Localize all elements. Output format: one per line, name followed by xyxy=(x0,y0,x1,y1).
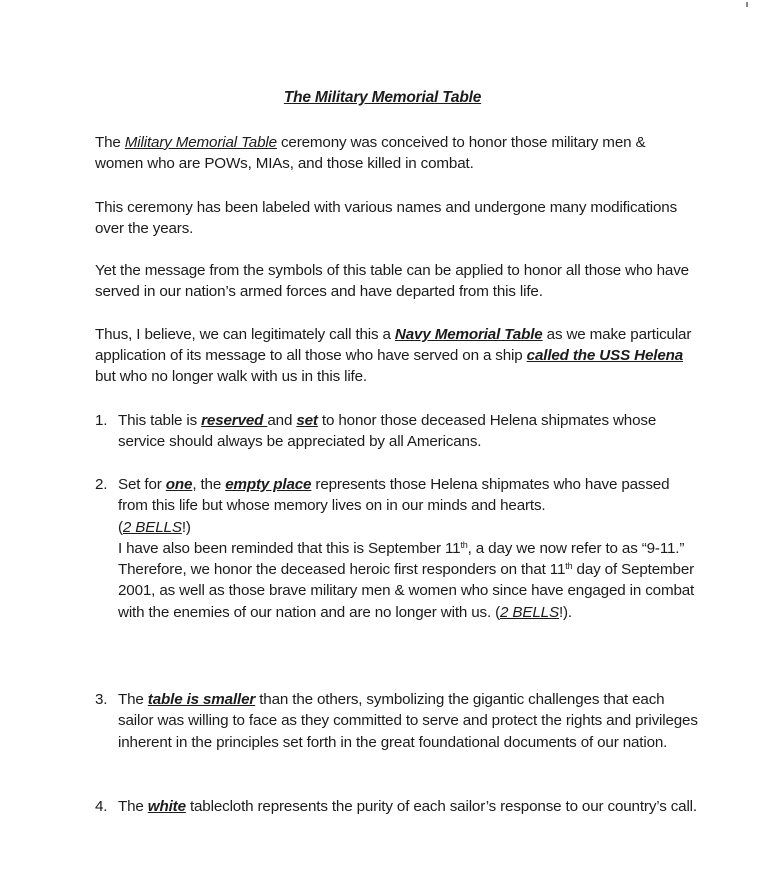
text-run: , a day we now refer to as “9-11.” xyxy=(467,539,685,557)
list-item-text xyxy=(118,689,698,753)
list-number: 3. xyxy=(95,691,108,708)
emphasized-text: called the USS Helena xyxy=(526,347,684,364)
emphasized-text: white xyxy=(147,798,186,815)
scan-speck xyxy=(746,2,748,7)
ordinal-suffix: th xyxy=(565,561,573,572)
text-run: Thus, I believe, we can legitimately call this a xyxy=(95,326,395,343)
list-number: 2. xyxy=(95,476,108,493)
text-run: Therefore, we honor the deceased heroic first responders on that 11 xyxy=(118,561,566,579)
text-run: The xyxy=(118,798,148,815)
text-run: ceremony was conceived to honor those military men & women who are POWs, MIAs, and those killed in combat. xyxy=(95,134,646,172)
text-run: !) xyxy=(181,518,191,536)
paragraph-navy xyxy=(95,324,695,387)
emphasized-text: Navy Memorial Table xyxy=(394,326,543,343)
text-run: ( xyxy=(118,518,123,536)
text-run: , the xyxy=(192,476,226,493)
text-run: This ceremony has been labeled with various names and undergone many modifications over the years. xyxy=(95,199,678,237)
text-run: than the others, symbolizing the gigantic challenges that each sailor was willing to face as they committed to serve and protect the rights and privileges inherent in the principles set forth in the great foundational documents of our nation. xyxy=(118,691,698,751)
document-title: The Military Memorial Table xyxy=(283,89,482,106)
emphasized-text: 2 BELLS xyxy=(500,603,559,621)
emphasized-text: one xyxy=(165,476,193,493)
emphasized-text: reserved xyxy=(201,412,268,429)
text-run: to honor those deceased Helena shipmates whose service should always be appreciated by all Americans. xyxy=(118,412,657,451)
text-run: represents those Helena shipmates who have passed from this life but whose memory lives on in our minds and hearts. xyxy=(118,476,670,515)
emphasized-text: empty place xyxy=(225,476,312,493)
text-run: Yet the message from the symbols of this table can be applied to honor all those who have served in our nation’s armed forces and have departed from this life. xyxy=(95,262,689,300)
emphasized-text: Military Memorial Table xyxy=(124,134,277,151)
text-run: day of September 2001, as well as those brave military men & women who since have engaged in combat with the enemies of our nation and are no longer with us. ( xyxy=(118,561,695,621)
text-run: This table is xyxy=(118,412,202,429)
text-run: The xyxy=(118,691,148,708)
text-run: and xyxy=(267,412,297,429)
text-run: The xyxy=(95,134,125,151)
list-number: 4. xyxy=(95,798,108,815)
text-run: Set for xyxy=(118,476,166,493)
text-run: as we make particular application of its message to all those who have served on a ship xyxy=(95,326,692,364)
text-run: I have also been reminded that this is September 11 xyxy=(118,539,461,557)
text-run: tablecloth represents the purity of each sailor’s response to our country’s call. xyxy=(185,798,697,815)
emphasized-text: 2 BELLS xyxy=(122,518,182,536)
list-item-text xyxy=(118,474,698,623)
emphasized-text: table is smaller xyxy=(147,691,256,708)
list-item-text xyxy=(118,796,698,817)
paragraph-message xyxy=(95,260,695,302)
list-item-text xyxy=(118,410,698,453)
paragraph-intro xyxy=(95,132,695,174)
ordinal-suffix: th xyxy=(460,539,468,550)
text-run: !). xyxy=(558,603,572,621)
emphasized-text: set xyxy=(296,412,318,429)
text-run: but who no longer walk with us in this life. xyxy=(95,368,367,385)
paragraph-names xyxy=(95,197,695,239)
list-number: 1. xyxy=(95,412,108,429)
